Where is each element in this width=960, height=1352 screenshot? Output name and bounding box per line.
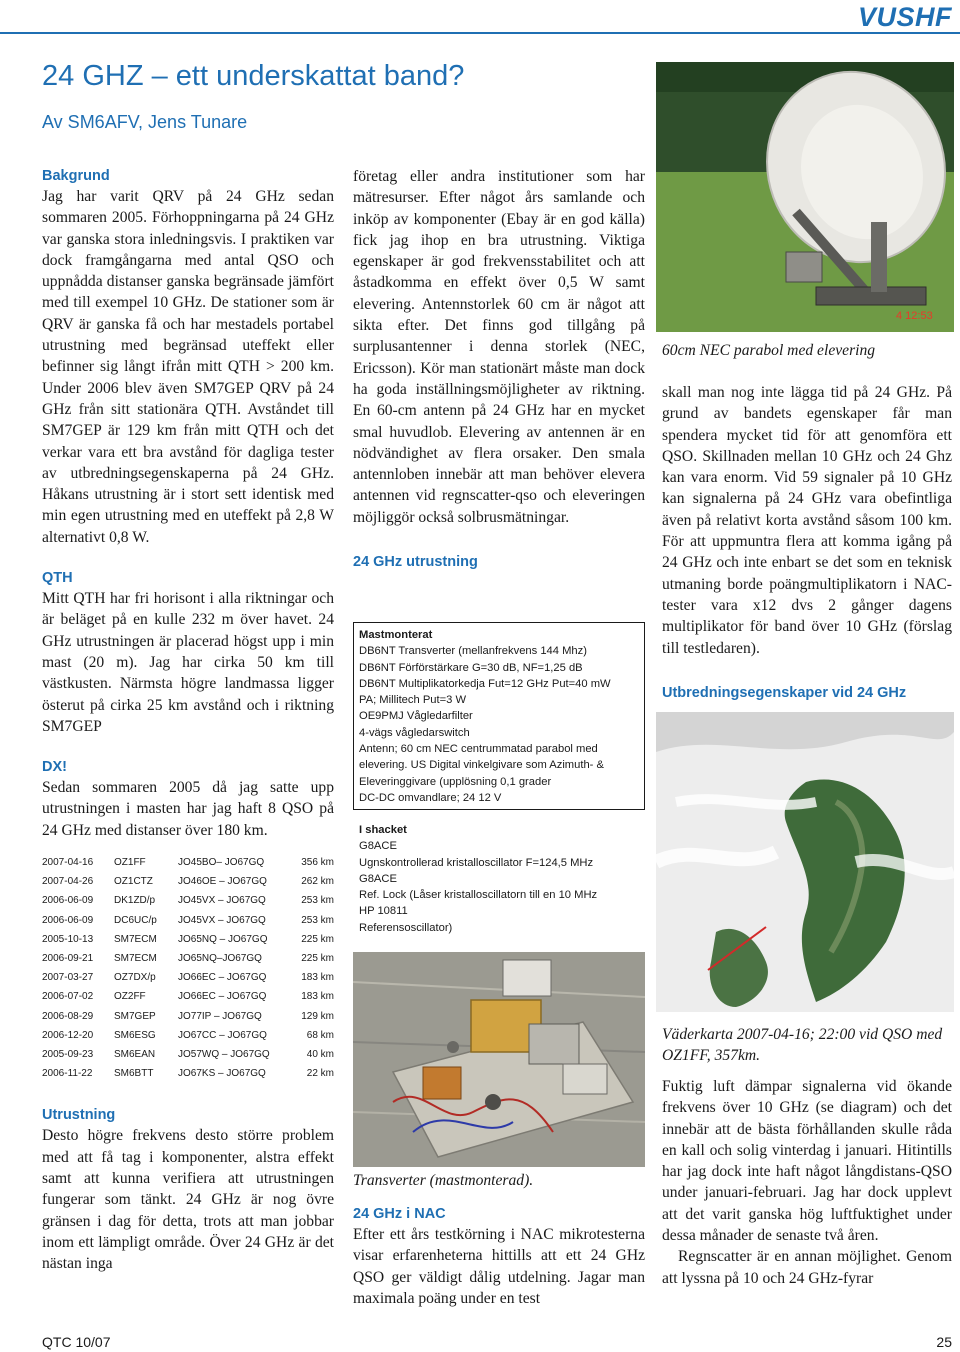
qso-table	[42, 853, 334, 1083]
dish-illustration	[656, 62, 954, 332]
transverter-photo	[353, 952, 645, 1167]
heading-dx: DX!	[42, 759, 67, 776]
transverter-caption: Transverter (mastmonterad).	[353, 1172, 534, 1189]
list-item: PA; Millitech Put=3 W	[359, 694, 467, 707]
footer-page-number: 25	[936, 1334, 952, 1350]
qso-call: OZ1FF	[114, 857, 146, 869]
top-rule	[0, 32, 960, 34]
list-item: elevering. US Digital vinkelgivare som Azimuth- &	[359, 759, 604, 772]
list-item: Ugnskontrollerad kristalloscillator F=124,5 MHz	[359, 856, 594, 869]
table-row	[42, 968, 334, 987]
qso-distance: 225 km	[301, 953, 334, 965]
qso-locators: JO57WQ – JO67GQ	[178, 1049, 270, 1061]
paragraph-dx: Sedan sommaren 2005 då jag satte upp utrustningen i masten har jag haft 8 QSO på 24 GHz med distanser över 180 km.	[42, 779, 334, 839]
table-row	[42, 853, 334, 872]
weather-map	[656, 712, 954, 1012]
qso-call: DC6UC/p	[114, 914, 157, 926]
heading-qth: QTH	[42, 570, 73, 587]
dish-timestamp: 4 12:53	[896, 310, 933, 322]
qso-distance: 356 km	[301, 857, 334, 869]
table-row	[42, 1026, 334, 1045]
list-item: DB6NT Förförstärkare G=30 dB, NF=1,25 dB	[359, 661, 583, 674]
qso-date: 2006-06-09	[42, 895, 94, 907]
qso-locators: JO67KS – JO67GQ	[178, 1068, 266, 1080]
list-item: DB6NT Multiplikatorkedja Fut=12 GHz Put=40 mW	[359, 677, 611, 690]
transverter-illustration	[353, 952, 645, 1167]
table-row	[42, 1007, 334, 1026]
qso-distance: 129 km	[301, 1010, 334, 1022]
list-item: G8ACE	[359, 872, 397, 885]
qso-distance: 253 km	[301, 895, 334, 907]
list-item: OE9PMJ Vågledarfilter	[359, 710, 473, 723]
article-byline: Av SM6AFV, Jens Tunare	[42, 112, 248, 132]
qso-call: SM7GEP	[114, 1010, 156, 1022]
column-3-lower	[662, 1076, 952, 1289]
heading-24ghz-utrustning: 24 GHz utrustning	[353, 554, 478, 571]
qso-locators: JO66EC – JO67GQ	[178, 972, 267, 984]
qso-date: 2006-07-02	[42, 991, 94, 1003]
list-item: 4-vägs vågledarswitch	[359, 726, 470, 739]
table-row	[42, 1045, 334, 1064]
qso-locators: JO46OE – JO67GQ	[178, 876, 267, 888]
list-item: Referensoscillator)	[359, 921, 453, 934]
dish-photo	[656, 62, 954, 332]
qso-date: 2006-12-20	[42, 1029, 94, 1041]
qso-locators: JO67CC – JO67GQ	[178, 1029, 267, 1041]
qso-date: 2007-04-16	[42, 857, 94, 869]
qso-call: OZ7DX/p	[114, 972, 156, 984]
list-item: DC-DC omvandlare; 24 12 V	[359, 791, 502, 804]
list-item: DB6NT Transverter (mellanfrekvens 144 Mhz)	[359, 645, 587, 658]
shack-list	[359, 822, 645, 936]
heading-bakgrund: Bakgrund	[42, 168, 110, 184]
paragraph-nac: Efter ett års testkörning i NAC mikrotesterna visar erfarenheterna hittills att ett 24 GHz QSO ger väldigt dålig utdelning. Jagar man maximala poäng under en test	[353, 1226, 645, 1307]
box-heading-mast: Mastmonterat	[359, 629, 433, 641]
box-heading-shack: I shacket	[359, 824, 407, 836]
footer-issue: QTC 10/07	[42, 1334, 111, 1350]
qso-distance: 225 km	[301, 933, 334, 945]
qso-distance: 22 km	[306, 1068, 334, 1080]
paragraph-col3: skall man nog inte lägga tid på 24 GHz. På grund av bandets egenskaper får man spendera mycket tid för att genomföra ett QSO. Skillnaden mellan 10 GHz och 24 Ghz kan vara enorm. Vid 59 signaler på 10 GHz kan signalerna på 24 GHz vara obefintliga även på relativt korta avstånd såsom 100 km. För att uppmuntra flera att komma igång på 24 GHz och inte enbart se det som en teknisk utmaning borde poängmultiplikatorn i NAC-tester vara x12 dvs 2 gånger dagens multiplikator för band över 10 GHz (förslag till testledaren).	[662, 384, 952, 657]
qso-distance: 262 km	[301, 876, 334, 888]
qso-locators: JO45VX – JO67GQ	[178, 895, 266, 907]
qso-locators: JO45VX – JO67GQ	[178, 914, 266, 926]
paragraph-bakgrund: Jag har varit QRV på 24 GHz sedan sommaren 2005. Förhoppningarna på 24 GHz var ganska stora inledningsvis. I praktiken var dock framgångarna med antal QSO och uppnådda distanser ganska begränsade jämfört med till exempel 10 GHz. De stationer som är QRV är ganska få och har mestadels portabel utrustning med begränsad uteffekt eller befinner sig långt ifrån mitt QTH > 200 km. Under 2006 blev även SM7GEP QRV på 24 GHz från sitt stationära QTH. Avståndet till SM7GEP är 129 km från mitt QTH och det verkar vara ett bra avstånd för dagliga tester av utbredningsegenskaperna på 24 GHz. Håkans utrustning är i stort sett identisk med min egen utrustning med en uteffekt på 2,8 W alternativt 0,8 W.	[42, 188, 334, 546]
qso-distance: 68 km	[306, 1029, 334, 1041]
article-title: 24 GHZ – ett underskattat band?	[42, 60, 465, 92]
heading-nac: 24 GHz i NAC	[353, 1206, 446, 1222]
table-row	[42, 872, 334, 891]
qso-call: SM6BTT	[114, 1068, 154, 1080]
qso-locators: JO65NQ – JO67GQ	[178, 933, 268, 945]
qso-call: OZ1CTZ	[114, 876, 153, 888]
qso-distance: 183 km	[301, 991, 334, 1003]
qso-date: 2006-09-21	[42, 953, 94, 965]
table-row	[42, 891, 334, 910]
qso-distance: 40 km	[306, 1049, 334, 1061]
heading-utrustning: Utrustning	[42, 1107, 116, 1124]
qso-locators: JO45BO– JO67GQ	[178, 857, 265, 869]
qso-distance: 253 km	[301, 914, 334, 926]
table-row	[42, 930, 334, 949]
qso-locators: JO65NQ–JO67GQ	[178, 953, 262, 965]
map-caption: Väderkarta 2007-04-16; 22:00 vid QSO med OZ1FF, 357km.	[662, 1026, 943, 1064]
paragraph-utrustning: Desto högre frekvens desto större problem med att få tag i komponenter, alstra effekt samt att kunna verifiera att utrustningen fungerar som tänkt. 24 GHz är nog övre gränsen i dag för detta, trots att man jobbar inom ett lämpligt område. Över 24 GHz är det nästan inga	[42, 1127, 334, 1273]
list-item: Antenn; 60 cm NEC centrummatad parabol med	[359, 743, 598, 756]
table-row	[42, 1064, 334, 1083]
qso-call: OZ2FF	[114, 991, 146, 1003]
list-item: HP 10811	[359, 905, 408, 918]
list-item: Eleveringgivare (upplösning 0,1 grader	[359, 775, 552, 788]
qso-date: 2006-08-29	[42, 1010, 94, 1022]
dish-caption: 60cm NEC parabol med elevering	[662, 342, 876, 359]
qso-call: DK1ZD/p	[114, 895, 156, 907]
qso-call: SM7ECM	[114, 953, 157, 965]
equipment-box	[353, 622, 645, 810]
qso-call: SM6EAN	[114, 1049, 156, 1061]
qso-date: 2006-06-09	[42, 914, 94, 926]
list-item: G8ACE	[359, 840, 397, 853]
column-3	[662, 382, 952, 703]
qso-locators: JO66EC – JO67GQ	[178, 991, 267, 1003]
qso-call: SM6ESG	[114, 1029, 156, 1041]
qso-call: SM7ECM	[114, 933, 157, 945]
heading-utbredning: Utbredningsegenskaper vid 24 GHz	[662, 684, 907, 701]
qso-date: 2007-04-26	[42, 876, 94, 888]
qso-date: 2007-03-27	[42, 972, 94, 984]
paragraph-qth: Mitt QTH har fri horisont i alla riktningar och är beläget på en kulle 232 m över havet. 24 GHz utrustningen är placerad högst upp i min mast (20 m). Jag har cirka 50 km till västkusten. Närmsta högre landmassa ligger österut på cirka 25 km avstånd och i riktning SM7GEP	[42, 590, 334, 735]
qso-date: 2005-09-23	[42, 1049, 94, 1061]
paragraph-col3-regnscatter: Regnscatter är en annan möjlighet. Genom att lyssna på 10 och 24 GHz-fyrar	[662, 1248, 952, 1287]
table-row	[42, 911, 334, 930]
paragraph-col3-fuktig: Fuktig luft dämpar signalerna vid ökande frekvens över 10 GHz (se diagram) och det innebär att de bästa förhållanden skulle råda en kall och solig vinterdag i januari. Hitintills har jag dock inte haft något långdistans-QSO under januari-februari. Jag har dock upplevt att det varit ganska hög luftfuktighet under dessa månader de senaste två åren.	[662, 1078, 952, 1245]
column-2	[353, 166, 645, 572]
nac-section	[353, 1204, 645, 1309]
section-tag: VUSHF	[857, 2, 952, 32]
list-item: Ref. Lock (Låser kristalloscillatorn till en 10 MHz	[359, 889, 598, 902]
qso-date: 2006-11-22	[42, 1068, 93, 1080]
qso-distance: 183 km	[301, 972, 334, 984]
qso-locators: JO77IP – JO67GQ	[178, 1010, 262, 1022]
paragraph-col2: företag eller andra institutioner som har mätresurser. Efter något års samlande och inköp av komponenter (Ebay är en god källa) fick jag ihop en bra utrustning. Viktiga egenskaper är god frekvensstabilitet och att åstadkomma en effekt över 0,5 W samt elevering. Antennstorlek 60 cm är något att sikta efter. Det finns god tillgång på surplusantenner i denna storlek (NEC, Ericsson). Kör man stationärt måste man dock ha goda inställningsmöjligheter av riktning. En 60-cm antenn på 24 GHz har en mycket smal huvudlob. Elevering av antennen är en nödvändighet av flera orsaker. Den smala antennloben innebär att man behöver elevera antennen vid regnscatter-qso och eleveringen möjliggör också solbrusmätningar.	[353, 168, 645, 526]
column-1	[42, 166, 334, 1275]
table-row	[42, 949, 334, 968]
table-row	[42, 987, 334, 1006]
qso-date: 2005-10-13	[42, 933, 94, 945]
weather-map-illustration	[656, 712, 954, 1012]
